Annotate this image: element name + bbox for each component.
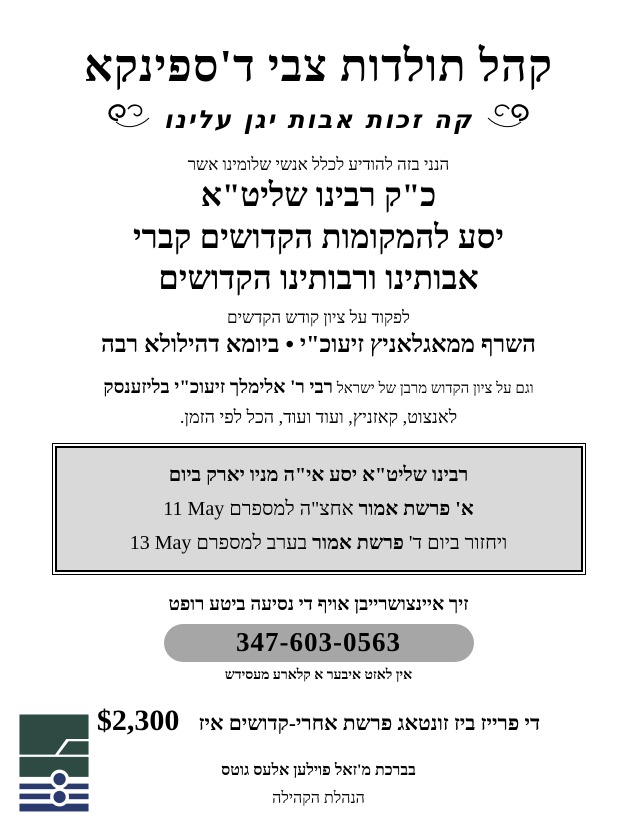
schedule-line-3-date: 13 May	[129, 531, 192, 554]
intro-line: הנני בזה להודיע לכלל אנשי שלומינו אשר	[187, 155, 450, 174]
elimelech-line	[0, 377, 637, 399]
price-text: די פרייז ביז זונטאג פרשת אחרי-קדושים איז	[198, 710, 541, 735]
schedule-box	[55, 446, 583, 572]
schedule-line-3-parsha: פרשת אמור	[312, 531, 404, 554]
purpose-line: לפקוד על ציון קודש הקדשים	[227, 307, 410, 327]
schedule-line-3-rest: בערב למספרם	[196, 531, 308, 554]
price-line	[0, 704, 637, 738]
flourish-right-icon	[487, 100, 533, 139]
phone-number: 347-603-0563	[236, 627, 401, 658]
schedule-line-3	[65, 526, 573, 560]
message-line: אין לאזט איבער א קלארע מעסידש	[224, 667, 413, 683]
price-amount: $2,300	[96, 703, 180, 737]
call-line: זיך איינצושרייבן אויף די נסיעה ביטע רופט	[168, 593, 469, 615]
schedule-line-2-rest: אחצ"ה למספרם	[229, 497, 354, 520]
saraf-line: השרף ממאגלאניץ זיעוכ"י • ביומא דהילולא רבה	[101, 331, 536, 358]
logo-dot-top	[52, 771, 68, 787]
headline-line-2: יסע להמקומות הקדושים קברי	[132, 219, 505, 256]
flourish-left-icon	[104, 100, 150, 139]
schedule-line-2-parsha: א' פרשת אמור	[358, 497, 474, 520]
phone-pill	[164, 624, 474, 662]
headline-line-1: כ"ק רבינו שליט"א	[200, 178, 437, 214]
schedule-line-3-prefix: ויחזור ביום ד'	[408, 531, 508, 554]
signature-line: הנהלת הקהילה	[272, 789, 365, 807]
elimelech-prefix: וגם על ציון הקדוש מרבן של ישראל	[336, 380, 534, 397]
places-line: לאנצוט, קאזניץ, ועוד ועוד, הכל לפי הזמן.	[179, 406, 458, 427]
motto-text: קה זכות אבות יגן עלינו	[163, 105, 474, 134]
logo-dot-bottom	[52, 789, 68, 805]
elimelech-name: רבי ר' אלימלך זיעוכ"י בליזענסק	[103, 376, 333, 398]
blessing-line: בברכת מ'זאל פוילען אלעס גוטס	[221, 761, 416, 779]
schedule-line-2-date: 11 May	[163, 497, 225, 520]
logo-green-shape	[19, 715, 88, 777]
flyer-title: קהל תולדות צבי ד'ספינקא	[83, 41, 554, 91]
motto-row	[0, 100, 637, 139]
headline-line-3: אבותינו ורבותינו הקדושים	[158, 261, 479, 298]
schedule-line-2	[65, 492, 573, 526]
schedule-line-1: רבינו שליט"א יסע אי"ה מניו יארק ביום	[168, 463, 469, 486]
kehila-logo	[15, 712, 93, 829]
